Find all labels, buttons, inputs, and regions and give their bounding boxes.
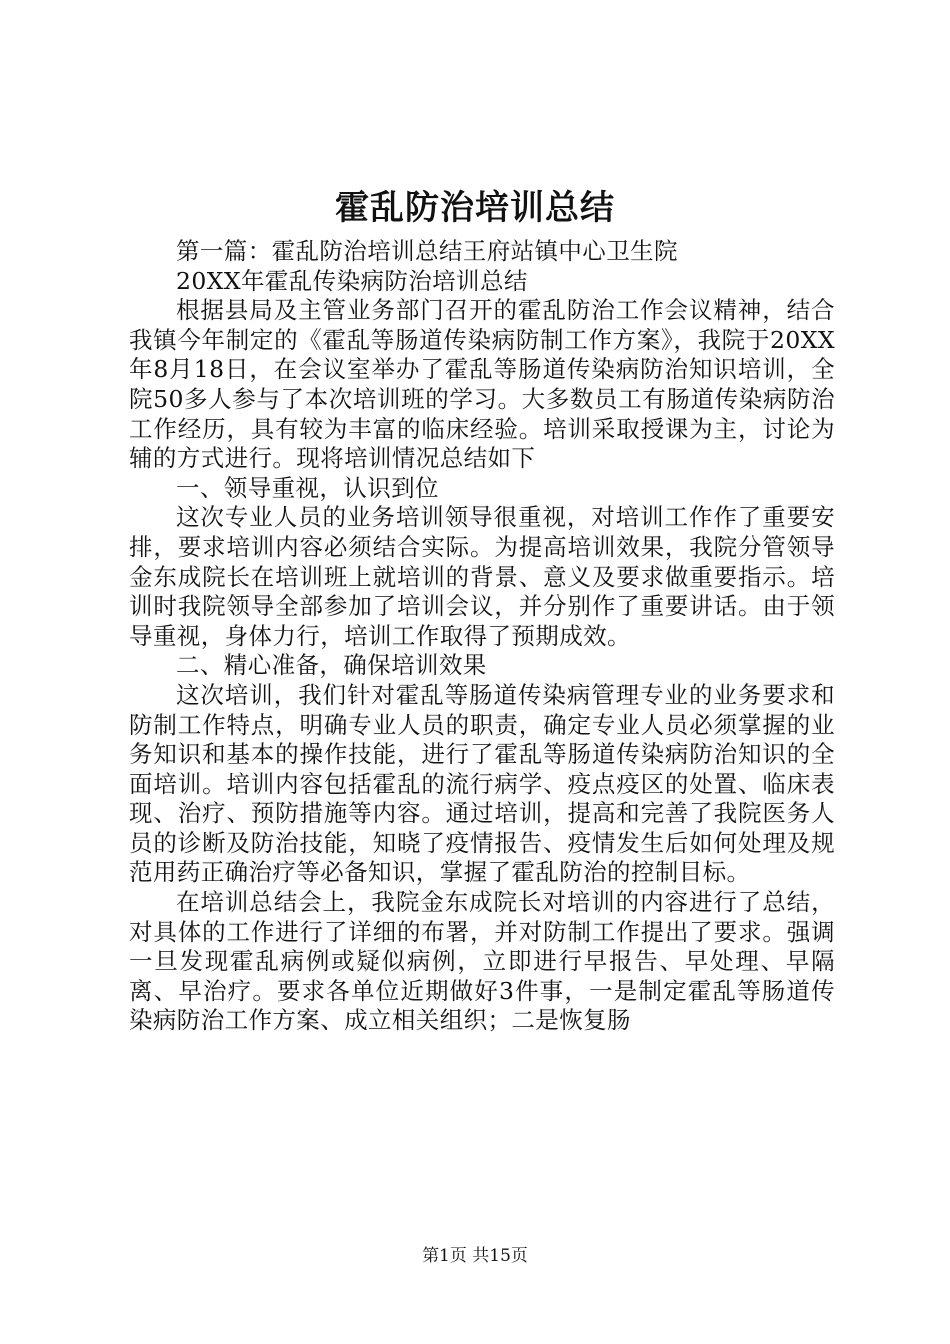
paragraph-heading-1: 一、领导重视，认识到位 [176,473,439,502]
paragraph-section-heading: 第一篇：霍乱防治培训总结王府站镇中心卫生院 [176,237,678,265]
paragraph-heading-2: 二、精心准备，确保培训效果 [176,651,487,680]
paragraph-summary-meeting: 在培训总结会上，我院金东成院长对培训的内容进行了总结，对具体的工作进行了详细的布署，并对防制工作提出了要求。强调一旦发现霍乱病例或疑似病例，立即进行早报告、早处理、早隔离、早治疗。要求各单位近期做好3件事，一是制定霍乱等肠道传染病防治工作方案、成立相关组织；二是恢复肠 [129,888,835,1035]
document-title: 霍乱防治培训总结 [335,188,615,228]
paragraph-subtitle: 20XX年霍乱传染病防治培训总结 [176,266,528,295]
paragraph-preparation: 这次培训，我们针对霍乱等肠道传染病管理专业的业务要求和防制工作特点，明确专业人员的职责，确定专业人员必须掌握的业务知识和基本的操作技能，进行了霍乱等肠道传染病防治知识的全面培训。培训内容包括霍乱的流行病学、疫点疫区的处置、临床表现、治疗、预防措施等内容。通过培训，提高和完善了我院医务人员的诊断及防治技能，知晓了疫情报告、疫情发生后如何处理及规范用药正确治疗等必备知识，掌握了霍乱防治的控制目标。 [129,680,835,887]
page-footer: 第1页 共15页 [422,1246,528,1266]
paragraph-leadership: 这次专业人员的业务培训领导很重视，对培训工作作了重要安排，要求培训内容必须结合实际。为提高培训效果，我院分管领导金东成院长在培训班上就培训的背景、意义及要求做重要指示。培训时我院领导全部参加了培训会议，并分别作了重要讲话。由于领导重视，身体力行，培训工作取得了预期成效。 [129,503,835,650]
document-body [129,237,835,1036]
paragraph-intro: 根据县局及主管业务部门召开的霍乱防治工作会议精神，结合我镇今年制定的《霍乱等肠道传染病防制工作方案》，我院于20XX年8月18日，在会议室举办了霍乱等肠道传染病防治知识培训，全院50多人参与了本次培训班的学习。大多数员工有肠道传染病防治工作经历，具有较为丰富的临床经验。培训采取授课为主，讨论为辅的方式进行。现将培训情况总结如下 [129,296,835,473]
